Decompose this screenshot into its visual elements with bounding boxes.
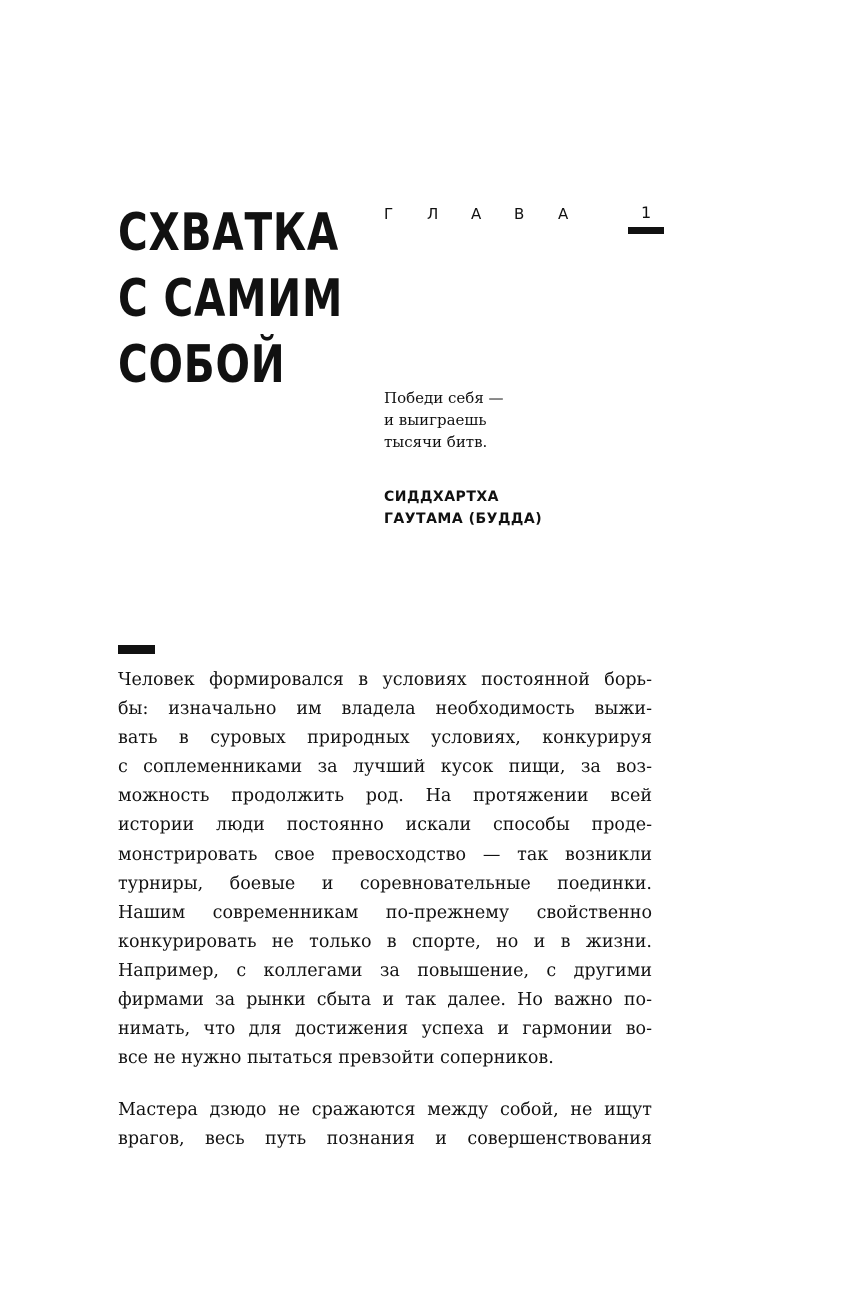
body-line: с соплеменниками за лучший кусок пищи, за воз- <box>118 757 652 778</box>
chapter-label-letter: Г <box>384 205 394 223</box>
epigraph-author <box>384 486 542 530</box>
body-line: врагов, весь путь познания и совершенствования <box>118 1129 652 1150</box>
body-line: фирмами за рынки сбыта и так далее. Но важно по- <box>118 990 652 1011</box>
body-line: Нашим современникам по-прежнему свойственно <box>118 902 652 923</box>
body-line: конкурировать не только в спорте, но и в жизни. <box>118 931 652 952</box>
body-line: монстрировать свое превосходство — так возникли <box>118 844 652 865</box>
section-divider-bar <box>118 645 155 654</box>
epigraph-author-line: СИДДХАРТХА <box>384 489 499 505</box>
body-line: вать в суровых природных условиях, конкурируя <box>118 728 652 749</box>
chapter-label-letter: Л <box>427 205 439 223</box>
body-line: истории люди постоянно искали способы проде- <box>118 815 652 836</box>
body-line: Мастера дзюдо не сражаются между собой, не ищут <box>118 1100 652 1120</box>
body-paragraph <box>118 1096 652 1154</box>
epigraph-line: и выиграешь <box>384 411 487 429</box>
chapter-label-letter: А <box>558 205 569 223</box>
chapter-title-line: С САМИМ <box>118 269 344 329</box>
chapter-label-letter: В <box>514 205 525 223</box>
body-line: все не нужно пытаться превзойти соперников. <box>118 1048 554 1069</box>
body-line: турниры, боевые и соревновательные поединки. <box>118 873 652 894</box>
body-line: нимать, что для достижения успеха и гармонии во- <box>118 1019 652 1040</box>
epigraph-line: Победи себя — <box>384 389 504 407</box>
chapter-number-bar <box>628 227 664 234</box>
epigraph-line: тысячи битв. <box>384 433 488 451</box>
body-line: бы: изначально им владела необходимость выжи- <box>118 699 652 720</box>
chapter-number: 1 <box>641 203 652 222</box>
chapter-label-letter: А <box>471 205 482 223</box>
chapter-title <box>118 200 344 398</box>
chapter-title-line: СХВАТКА <box>118 203 340 263</box>
body-line: можность продолжить род. На протяжении всей <box>118 786 652 807</box>
body-line: Человек формировался в условиях постоянной борь- <box>118 670 652 690</box>
chapter-title-line: СОБОЙ <box>118 335 286 395</box>
body-line: Например, с коллегами за повышение, с другими <box>118 960 652 981</box>
epigraph-author-line: ГАУТАМА (БУДДА) <box>384 511 543 527</box>
body-paragraph <box>118 666 652 1073</box>
epigraph-quote <box>384 387 504 453</box>
